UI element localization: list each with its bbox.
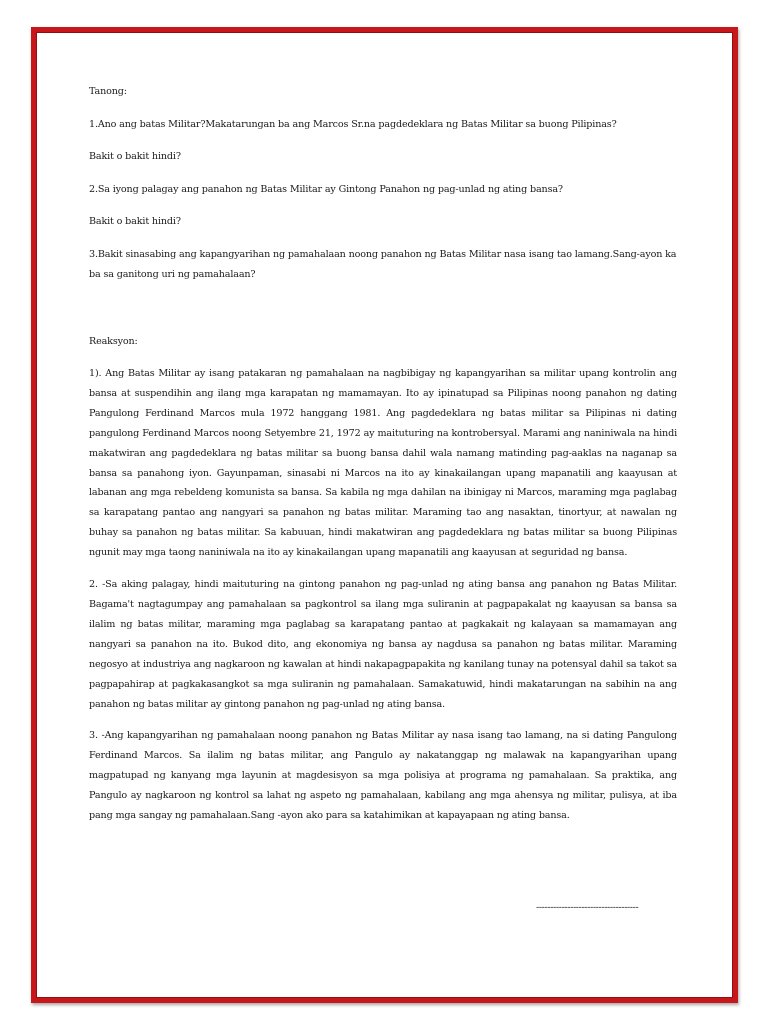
document-body — [89, 82, 677, 826]
questions-heading: Tanong: — [89, 86, 127, 97]
signature-line: ------------------------------------ — [536, 902, 639, 913]
question-1-followup: Bakit o bakit hindi? — [89, 151, 181, 162]
question-2-followup: Bakit o bakit hindi? — [89, 216, 181, 227]
reaction-paragraph-2: 2. -Sa aking palagay, hindi maituturing na gintong panahon ng pag-unlad ng ating bansa ang panahon ng Batas Militar. Bagama't nagtagumpay ang pamahalaan sa pagkontrol sa ilang mga suliranin at pagpapakalat ng kaayusan sa bansa sa ilalim ng batas militar, maraming mga paglabag sa karapatang pantao at pagkakait ng kalayaan sa mamamayan ang nangyari sa panahon na ito. Bukod dito, ang ekonomiya ng bansa ay nagdusa sa panahon ng batas militar. Maraming negosyo at industriya ang nagkaroon ng kawalan at hindi nakapagpapakita ng kanilang tunay na potensyal dahil sa takot sa pagpapahirap at pagkakasangkot sa mga suliranin ng pamahalaan. Samakatuwid, hindi makatarungan na sabihin na ang panahon ng batas militar ay gintong panahon ng pag-unlad ng ating bansa. — [89, 579, 677, 710]
reaction-paragraph-1: 1). Ang Batas Militar ay isang patakaran ng pamahalaan na nagbibigay ng kapangyarihan sa militar upang kontrolin ang bansa at suspendihin ang ilang mga karapatan ng mamamayan. Ito ay ipinatupad sa Pilipinas noong panahon ng dating Pangulong Ferdinand Marcos mula 1972 hanggang 1981. Ang pagdedeklara ng batas militar sa Pilipinas ni dating pangulong Ferdinand Marcos noong Setyembre 21, 1972 ay maituturing na kontrobersyal. Marami ang naniniwala na hindi makatwiran ang pagdedeklara ng batas militar sa buong bansa dahil wala namang matinding pag-aaklas na naganap sa bansa sa panahong iyon. Gayunpaman, sinasabi ni Marcos na ito ay kinakailangan upang mapanatili ang kaayusan at labanan ang mga rebeldeng komunista sa bansa. Sa kabila ng mga dahilan na ibinigay ni Marcos, maraming mga paglabag sa karapatang pantao ang nangyari sa panahon ng batas militar. Maraming tao ang nasaktan, tinortyur, at nawalan ng buhay sa panahon ng batas militar. Sa kabuuan, hindi makatwiran ang pagdedeklara ng batas militar sa buong Pilipinas ngunit may mga taong naniniwala na ito ay kinakailangan upang mapanatili ang kaayusan at seguridad ng bansa. — [89, 368, 677, 559]
question-2: 2.Sa iyong palagay ang panahon ng Batas Militar ay Gintong Panahon ng pag-unlad ng ating bansa? — [89, 183, 563, 195]
reaction-paragraph-3: 3. -Ang kapangyarihan ng pamahalaan noong panahon ng Batas Militar ay nasa isang tao lamang, na si dating Pangulong Ferdinand Marcos. Sa ilalim ng batas militar, ang Pangulo ay nakatanggap ng malawak na kapangyarihan upang magpatupad ng kanyang mga layunin at magdesisyon sa mga polisiya at programa ng pamahalaan. Sa praktika, ang Pangulo ay nagkaroon ng kontrol sa lahat ng aspeto ng pamahalaan, kabilang ang mga ahensya ng militar, pulisya, at iba pang mga sangay ng pamahalaan.Sang -ayon ako para sa katahimikan at kapayapaan ng ating bansa. — [89, 730, 677, 822]
question-3: 3.Bakit sinasabing ang kapangyarihan ng pamahalaan noong panahon ng Batas Militar nasa isang tao lamang.Sang-ayon ka ba sa ganitong uri ng pamahalaan? — [89, 248, 677, 280]
question-1: 1.Ano ang batas Militar?Makatarungan ba ang Marcos Sr.na pagdedeklara ng Batas Militar sa buong Pilipinas? — [89, 118, 617, 130]
reaction-heading: Reaksyon: — [89, 335, 138, 347]
